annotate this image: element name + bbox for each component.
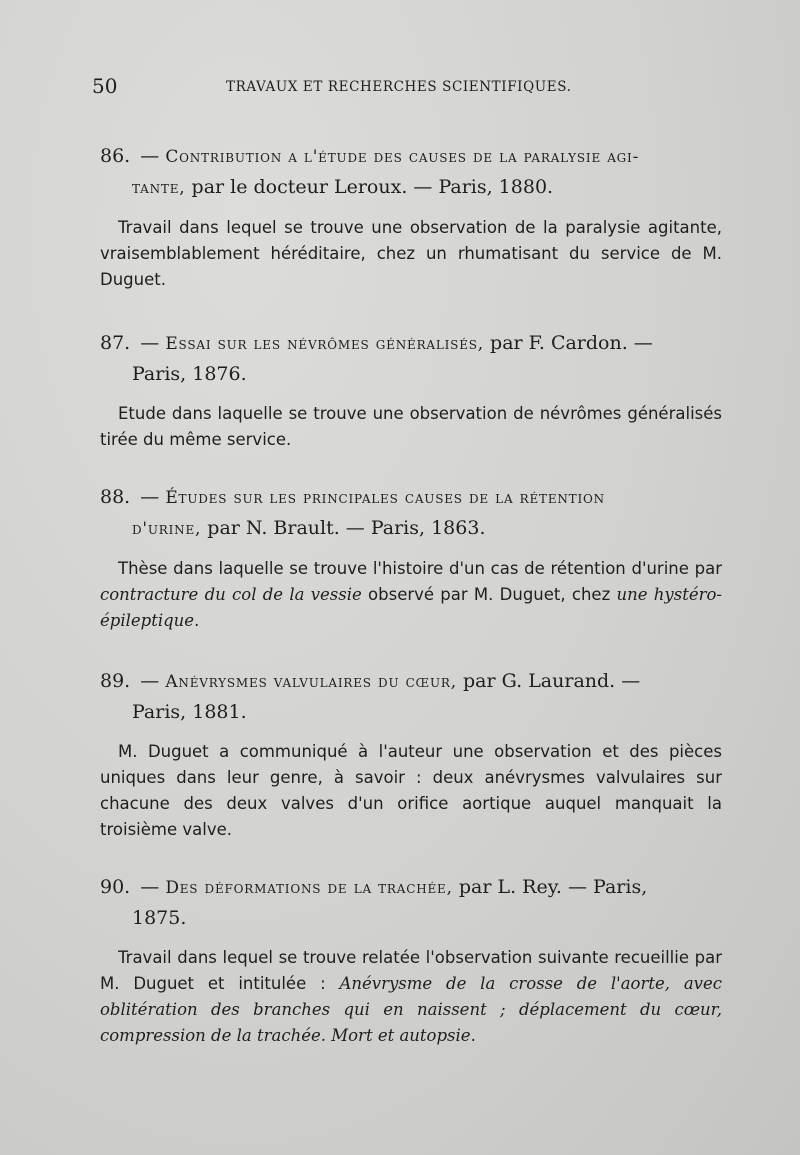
body-text: Thèse dans laquelle se trouve l'histoire d'un cas de rétention d'urine par xyxy=(118,559,722,578)
body-text: observé par M. Duguet, chez xyxy=(361,585,617,604)
entry-author: par N. Brault. — Paris, 1863. xyxy=(207,517,486,539)
entry-body xyxy=(100,945,722,1049)
entry-number: 87. xyxy=(100,332,131,354)
entry-body xyxy=(100,556,722,634)
entry-number: 90. xyxy=(100,876,131,898)
page-header xyxy=(92,74,712,102)
entry-author: par L. Rey. — Paris, xyxy=(458,876,648,898)
entry-heading xyxy=(100,666,722,727)
entry-heading-continuation xyxy=(100,172,722,203)
body-italic: une hystéro-épileptique xyxy=(100,585,722,630)
body-text: . xyxy=(194,611,200,630)
entry-number: 86. xyxy=(100,145,131,167)
entry-title-continuation: tante, xyxy=(132,178,186,198)
entry-title: Études sur les principales causes de la rétention xyxy=(165,488,605,508)
body-text: Travail dans lequel se trouve relatée l'observation suivante recueillie par M. Duguet et intitulée : xyxy=(100,948,722,993)
entry-dash: — xyxy=(140,670,160,692)
entry-number: 88. xyxy=(100,486,131,508)
entry-author: par le docteur Leroux. — Paris, 1880. xyxy=(191,176,554,198)
entry-dash: — xyxy=(140,876,160,898)
entry-title-continuation: d'urine, xyxy=(132,519,202,539)
entry-89 xyxy=(100,666,722,843)
entry-heading xyxy=(100,482,722,544)
entry-number: 89. xyxy=(100,670,131,692)
entry-title: Essai sur les névrômes généralisés, xyxy=(165,334,484,354)
running-title: TRAVAUX ET RECHERCHES SCIENTIFIQUES. xyxy=(226,79,572,95)
entry-place-date: 1875. xyxy=(132,907,187,929)
entry-heading-continuation xyxy=(100,513,722,544)
body-italic: contracture du col de la vessie xyxy=(100,585,362,604)
entry-body: Travail dans lequel se trouve une observation de la paralysie agitante, vraisemblablement héréditaire, chez un rhumatisant du service de M. Duguet. xyxy=(100,218,722,289)
entry-place-date: Paris, 1876. xyxy=(132,363,247,385)
entry-body: Etude dans laquelle se trouve une observation de névrômes généralisés tirée du même service. xyxy=(100,404,722,449)
entry-place-date: Paris, 1881. xyxy=(132,701,247,723)
entry-body: M. Duguet a communiqué à l'auteur une observation et des pièces uniques dans leur genre, à savoir : deux anévrysmes valvulaires sur chacune des deux valves d'un orifice aortique auquel manquait la troisième valve. xyxy=(100,742,722,839)
entry-dash: — xyxy=(140,145,160,167)
body-text: . xyxy=(470,1026,476,1045)
entry-author: par F. Cardon. — xyxy=(490,332,653,354)
entry-author: par G. Laurand. — xyxy=(463,670,641,692)
entry-title: Anévrysmes valvulaires du cœur, xyxy=(165,672,457,692)
entry-90 xyxy=(100,872,722,1049)
entry-dash: — xyxy=(140,486,160,508)
page-number: 50 xyxy=(92,74,118,98)
body-italic: Anévrysme de la crosse de l'aorte, avec oblitération des branches qui en naissent ; déplacement du cœur, compression de la trachée. Mort et autopsie xyxy=(100,974,722,1045)
entry-heading xyxy=(100,141,722,203)
entry-heading xyxy=(100,872,722,933)
entry-heading xyxy=(100,328,722,389)
entry-88 xyxy=(100,482,722,634)
entry-title: Des déformations de la trachée, xyxy=(165,878,453,898)
entry-title: Contribution a l'étude des causes de la paralysie agi- xyxy=(165,147,640,167)
entry-87 xyxy=(100,328,722,453)
entry-86 xyxy=(100,141,722,293)
entry-dash: — xyxy=(140,332,160,354)
